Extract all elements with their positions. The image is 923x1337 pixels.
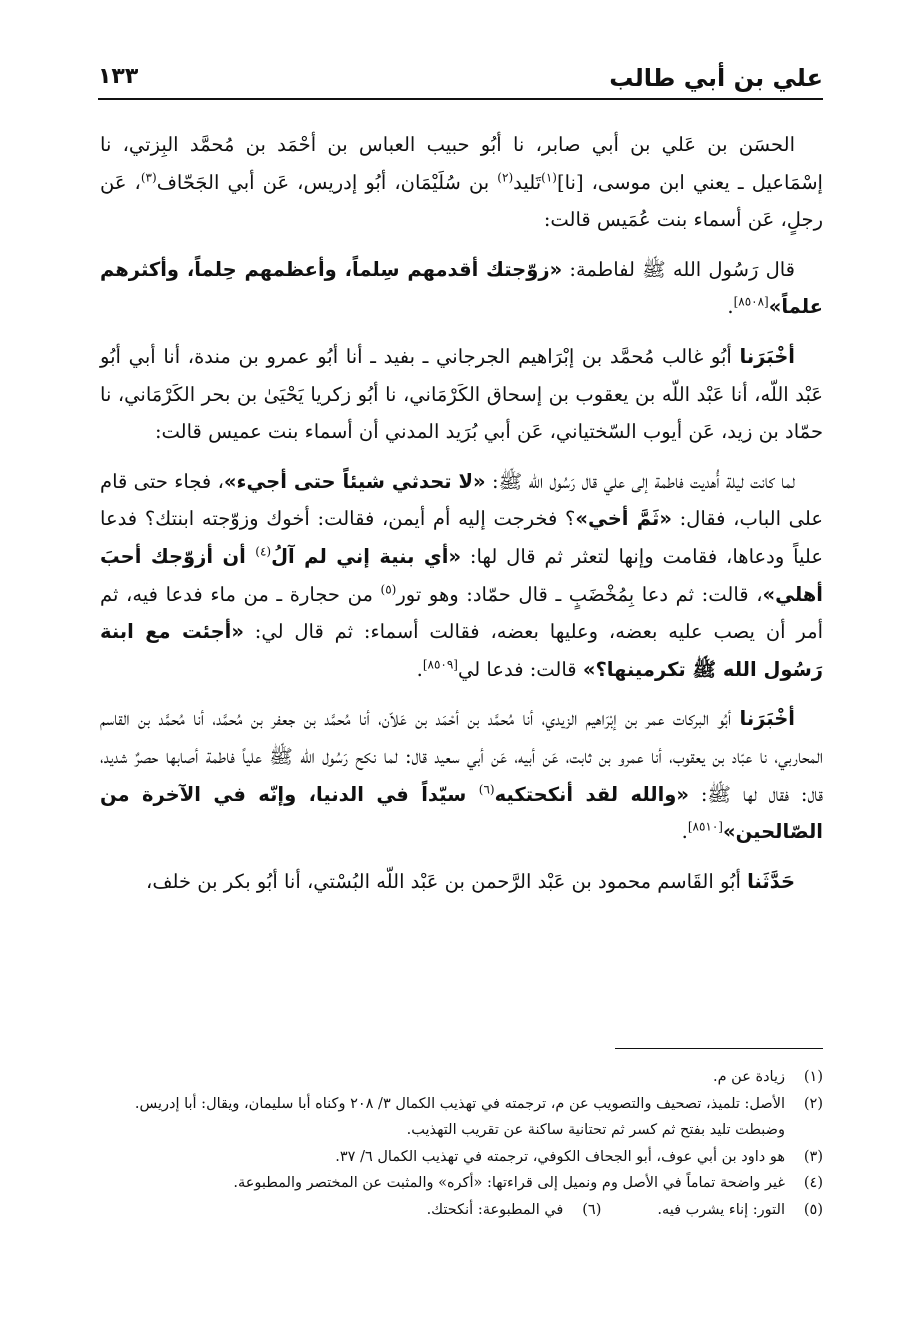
text-run: الحسَن بن عَلي بن أبي صابر، نا أبُو حبيب العباس بن أحْمَد بن مُحمَّد البِزتي، نا إسْمَاعيل ـ يعني ابن موسى، [نا] bbox=[100, 133, 823, 194]
reference-marker: [٨٥١٠] bbox=[687, 819, 723, 834]
bold-text-run: سيّداً في الدنيا، وإنّه في الآخرة من الصّالحين» bbox=[100, 782, 823, 844]
reference-marker: (٤) bbox=[255, 544, 272, 559]
text-run: بن سُلَيْمَان، أبُو إدريس، عَن أبي الجَحّاف bbox=[156, 170, 498, 194]
footnote bbox=[100, 1064, 823, 1091]
reference-marker: (٥) bbox=[380, 582, 397, 597]
text-run: من حجارة ـ من ماء فدعا فيه، ثم أمر أن يصب عليه بعضه، وعليها بعضه، فقالت أسماء: ثم قال لي: bbox=[100, 582, 824, 644]
footnote-separator bbox=[615, 1048, 823, 1049]
footnote-number: (٦) bbox=[582, 1201, 602, 1218]
paragraph bbox=[100, 251, 823, 326]
paragraph bbox=[100, 700, 823, 850]
text-run: ، قالت: ثم دعا بِمُخْضَبٍ ـ قال حمّاد: وهو تور bbox=[396, 582, 763, 606]
main-text bbox=[100, 126, 823, 912]
paragraph bbox=[100, 863, 823, 901]
footnote-text: الأصل: تلميذ، تصحيف والتصويب عن م، ترجمته في تهذيب الكمال ٣/ ٢٠٨ وكناه أبا سليمان، ويقال: أبا إدريس. bbox=[134, 1095, 785, 1112]
bold-text-run: «لا تحدثي شيئاً حتى أجيء» bbox=[223, 469, 486, 493]
footnote-text: هو داود بن أبي عوف، أبو الجحاف الكوفي، ترجمته في تهذيب الكمال ٦/ ٣٧. bbox=[335, 1148, 785, 1165]
footnote-text: زيادة عن م. bbox=[712, 1069, 785, 1085]
bold-text-run: «أي بنية إني لم آلُ bbox=[271, 544, 462, 568]
footnotes bbox=[100, 1064, 823, 1223]
paragraph bbox=[100, 463, 823, 689]
footnote-number: (٣) bbox=[803, 1148, 823, 1165]
reference-marker: (٢) bbox=[497, 170, 514, 185]
text-run: ، عَن رجلٍ، عَن أسماء بنت عُمَيس قالت: bbox=[100, 170, 823, 232]
bold-text-run: «زوّجتك أقدمهم سِلماً، وأعظمهم حِلماً، وأكثرهم علماً» bbox=[100, 257, 823, 319]
bold-text-run: أخْبَرَنا bbox=[739, 344, 795, 368]
text-run: أبُو البركات عمر بن إبْرَاهيم الزيدي، أنا مُحمَّد بن أحْمَد بن عَلاّن، أنا مُحمَّد بن جعفر بن مُحمَّد، أنا مُحمَّد بن القاسم المحاربي، نا عبّاد بن يعقوب، أنا عمرو بن ثابت، عَن أبيه، عَن أبي سعيد قال: لما نكح رَسُول الله ﷺ علياً فاطمة أصابها حصرٌ شديد، قال: فقال لها ﷺ: bbox=[100, 707, 823, 806]
bold-text-run: أخْبَرَنا bbox=[739, 707, 795, 731]
text-run: لما كانت ليلة أُهديت فاطمة إلى علي قال رَسُول الله ﷺ: bbox=[485, 469, 796, 493]
footnote-text: في المطبوعة: أنكحتك. bbox=[426, 1201, 564, 1218]
bold-text-run: أن أزوّجك أحبَ أهلي» bbox=[100, 544, 823, 606]
paragraph bbox=[100, 338, 823, 451]
footnote bbox=[657, 1197, 823, 1224]
footnote-number: (٥) bbox=[803, 1201, 823, 1218]
text-run: تَليد bbox=[513, 170, 542, 194]
text-run: ، فجاء حتى قام على الباب، فقال: bbox=[100, 469, 824, 531]
footnote bbox=[100, 1117, 823, 1144]
footnote-number bbox=[785, 1117, 823, 1144]
reference-marker: (١) bbox=[541, 170, 557, 185]
text-run: أبُو غالب مُحمَّد بن إبْرَاهيم الجرجاني ـ بفيد ـ أنا أبُو عمرو بن مندة، أنا أبي أبُو عَبْد اللّه، أنا عَبْد اللّه بن يعقوب بن إسحاق الكَرْمَاني، نا أبُو زكريا يَحْيَىٰ بن بحر الكَرْمَاني، نا حمّاد بن زيد، عَن أيوب السّختياني، عَن أبي بُرَيد المدني أن أسماء بنت عميس قالت: bbox=[100, 344, 823, 444]
footnote-row bbox=[100, 1197, 823, 1224]
text-run: . bbox=[416, 657, 423, 681]
bold-text-run: «ثَمَّ أخي» bbox=[575, 507, 672, 531]
footnote bbox=[100, 1144, 823, 1171]
bold-text-run: «أجئت مع ابنة رَسُول الله ﷺ تكرمينها؟» bbox=[100, 620, 823, 681]
bold-text-run: «والله لقد أنكحتكيه bbox=[494, 782, 690, 806]
paragraph bbox=[100, 126, 823, 239]
footnote-number: (١) bbox=[803, 1069, 823, 1085]
footnote-text: غير واضحة تماماً في الأصل وم ونميل إلى قراءتها: «أكره» والمثبت عن المختصر والمطبوعة. bbox=[233, 1175, 785, 1191]
footnote bbox=[427, 1197, 602, 1224]
reference-marker: [٨٥٠٩] bbox=[422, 657, 458, 672]
footnote-text: وضبطت تليد بفتح ثم كسر ثم تحتانية ساكنة عن تقريب التهذيب. bbox=[406, 1122, 785, 1138]
page-number: ١٣٣ bbox=[98, 64, 139, 89]
header-title: علي بن أبي طالب bbox=[609, 64, 823, 92]
footnote bbox=[100, 1091, 823, 1118]
footnote-text: التور: إناء يشرب فيه. bbox=[657, 1201, 785, 1218]
text-run: قالت: فدعا لي bbox=[457, 657, 583, 681]
bold-text-run: حَدَّثَنا bbox=[747, 869, 795, 893]
text-run: ؟ فخرجت إليه أم أيمن، فقالت: أخوك وزوّجته ابنتك؟ فدعا علياً ودعاها، فقامت وإنها لتعثر ثم قال لها: bbox=[100, 507, 824, 568]
footnote-number: (٤) bbox=[803, 1175, 823, 1191]
text-run: قال رَسُول الله ﷺ لفاطمة: bbox=[562, 257, 795, 281]
text-run: . bbox=[727, 295, 734, 319]
footnote-number: (٢) bbox=[803, 1095, 823, 1112]
text-run: . bbox=[681, 820, 688, 844]
running-header bbox=[98, 62, 823, 100]
reference-marker: [٨٥٠٨] bbox=[733, 294, 769, 309]
reference-marker: (٦) bbox=[478, 782, 495, 796]
reference-marker: (٣) bbox=[140, 170, 157, 185]
footnote bbox=[100, 1170, 823, 1197]
text-run: أبُو القَاسم محمود بن عَبْد الرَّحمن بن عَبْد اللّه البُسْتي، أنا أبُو بكر بن خلف، bbox=[146, 869, 748, 893]
